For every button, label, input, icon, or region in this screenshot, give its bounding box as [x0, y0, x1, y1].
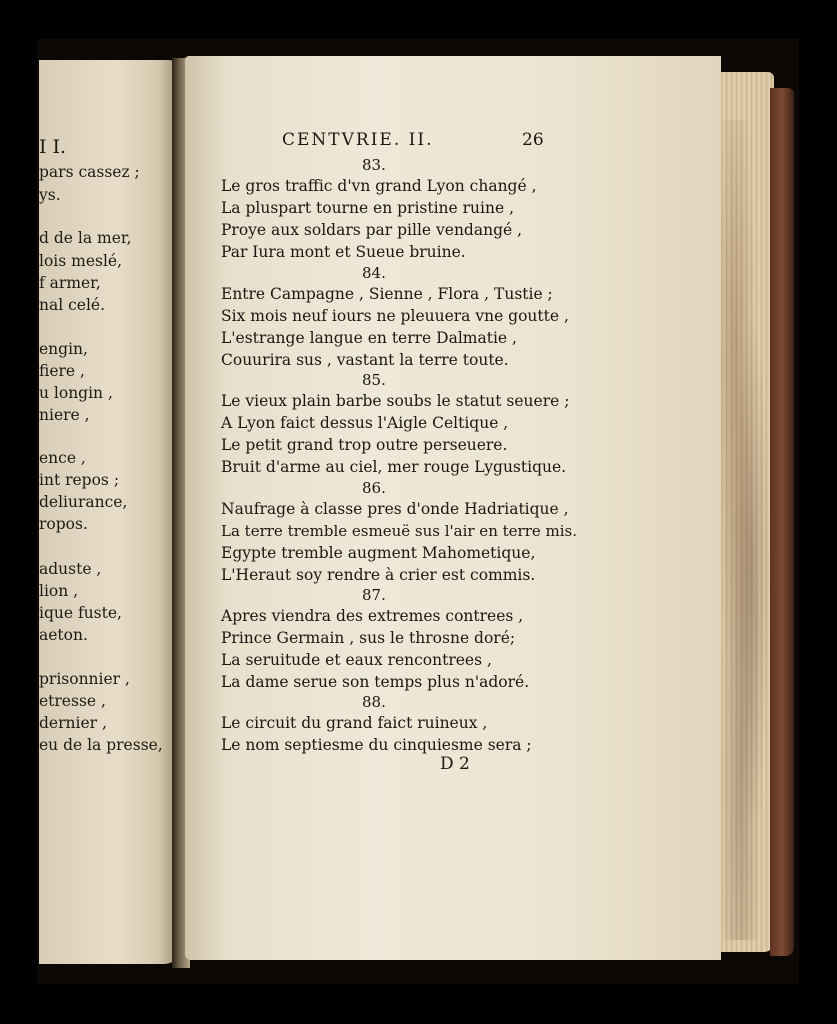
left-line: ique fuste, [39, 604, 122, 622]
left-line: nal celé. [39, 296, 106, 314]
left-page-text [39, 60, 179, 964]
left-line: eu de la presse, [39, 736, 163, 754]
verse-line: Naufrage à classe pres d'onde Hadriatique , [221, 500, 569, 518]
quatrain-number: 84. [362, 264, 386, 282]
left-line: lois meslé, [39, 252, 123, 270]
page-header [282, 130, 542, 154]
signature-mark: D 2 [440, 754, 470, 774]
marbled-edge [718, 120, 774, 940]
verse-line: Le vieux plain barbe soubs le statut seuere ; [221, 392, 570, 410]
verse-line: Le petit grand trop outre perseuere. [221, 436, 508, 454]
verse-line: Le gros traffic d'vn grand Lyon changé , [221, 177, 537, 195]
left-line: dernier , [39, 714, 107, 732]
left-line: etresse , [39, 692, 106, 710]
verse-line: Entre Campagne , Sienne , Flora , Tustie ; [221, 285, 553, 303]
verse-line: L'estrange langue en terre Dalmatie , [221, 329, 517, 347]
left-line: ys. [39, 186, 61, 204]
verse-line: L'Heraut soy rendre à crier est commis. [221, 566, 536, 584]
verse-line: Le nom septiesme du cinquiesme sera ; [221, 736, 532, 754]
left-line: f armer, [39, 274, 101, 292]
verse-line: Bruit d'arme au ciel, mer rouge Lygustique. [221, 458, 567, 476]
left-page [39, 60, 179, 964]
verse-line: Par Iura mont et Sueue bruine. [221, 243, 466, 261]
left-line: ence , [39, 449, 86, 467]
quatrain-number: 86. [362, 479, 386, 497]
quatrain-number: 87. [362, 586, 386, 604]
left-line: d de la mer, [39, 229, 132, 247]
left-line: ropos. [39, 515, 88, 533]
left-line: aduste , [39, 560, 102, 578]
left-line: u longin , [39, 384, 113, 402]
left-line: deliurance, [39, 493, 128, 511]
left-line: lion , [39, 582, 79, 600]
verse-line: Couurira sus , vastant la terre toute. [221, 351, 509, 369]
verse-line: Le circuit du grand faict ruineux , [221, 714, 488, 732]
verse-line: Apres viendra des extremes contrees , [221, 607, 524, 625]
left-line: pars cassez ; [39, 163, 140, 181]
page-number: 26 [522, 130, 544, 150]
left-line: aeton. [39, 626, 88, 644]
running-head: CENTVRIE. II. [282, 130, 434, 150]
left-line: fiere , [39, 362, 85, 380]
verse-line: La seruitude et eaux rencontrees , [221, 651, 492, 669]
quatrain-number: 85. [362, 371, 386, 389]
verse-line: Six mois neuf iours ne pleuuera vne goutte , [221, 307, 569, 325]
book-cover-edge [770, 88, 794, 956]
verse-line: A Lyon faict dessus l'Aigle Celtique , [221, 414, 509, 432]
left-line: engin, [39, 340, 88, 358]
verse-line: La terre tremble esmeuë sus l'air en terre mis. [221, 522, 577, 540]
left-line: int repos ; [39, 471, 120, 489]
left-line: I I. [39, 136, 67, 158]
quatrain-number: 88. [362, 693, 386, 711]
quatrain-number: 83. [362, 156, 386, 174]
left-line: prisonnier , [39, 670, 130, 688]
verse-line: La dame serue son temps plus n'adoré. [221, 673, 530, 691]
verse-line: La pluspart tourne en pristine ruine , [221, 199, 514, 217]
verse-line: Egypte tremble augment Mahometique, [221, 544, 536, 562]
verse-line: Proye aux soldars par pille vendangé , [221, 221, 523, 239]
left-line: niere , [39, 406, 90, 424]
verse-line: Prince Germain , sus le throsne doré; [221, 629, 516, 647]
